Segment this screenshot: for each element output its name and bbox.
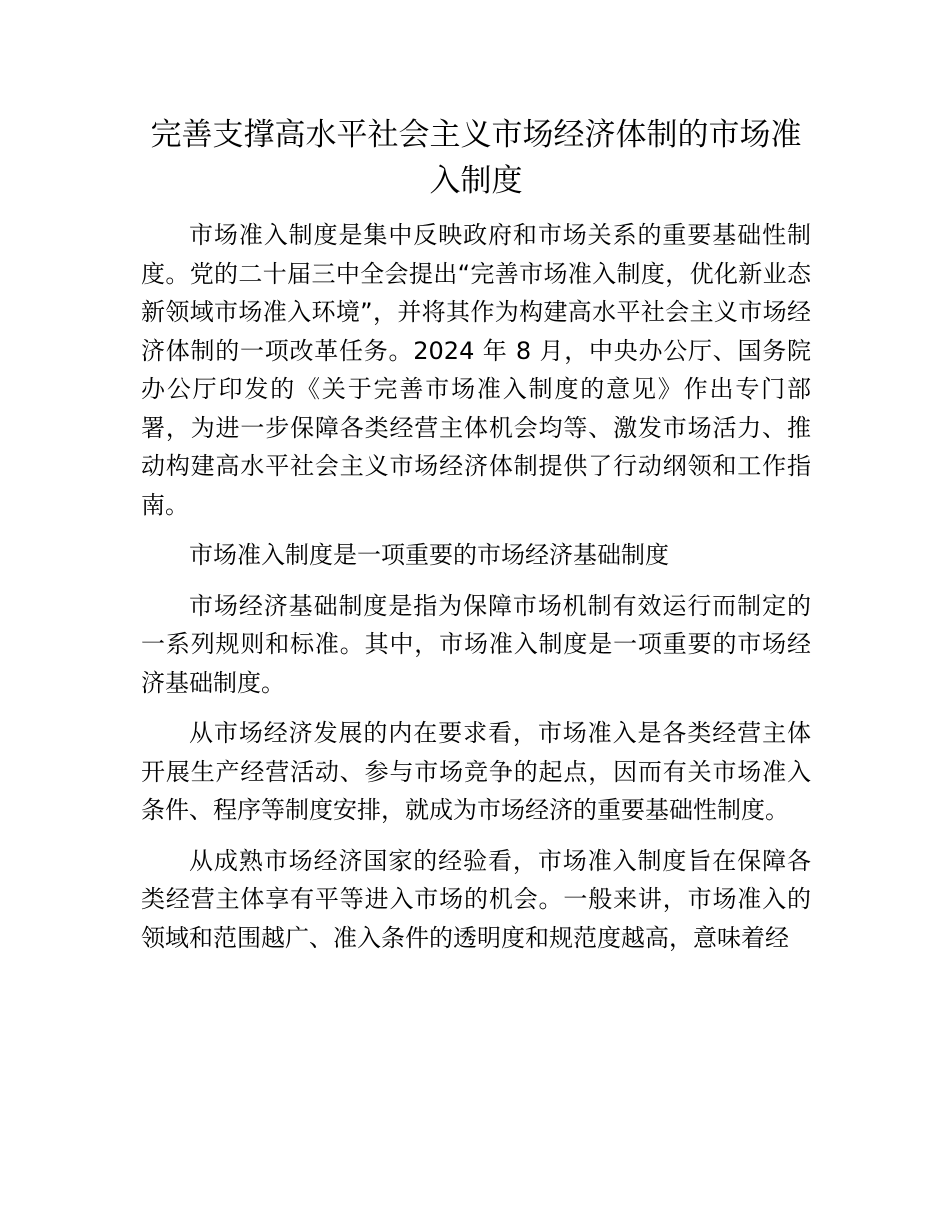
paragraph-intro: 市场准入制度是集中反映政府和市场关系的重要基础性制度。党的二十届三中全会提出“完善市场准入制度，优化新业态新领域市场准入环境”，并将其作为构建高水平社会主义市场经济体制的一项改革任务。2024 年 8 月，中央办公厅、国务院办公厅印发的《关于完善市场准入制度的意见》作出专门部署，为进一步保障各类经营主体机会均等、激发市场活力、推动构建高水平社会主义市场经济体制提供了行动纲领和工作指南。 [141, 221, 811, 519]
paragraph-internal-requirement: 从市场经济发展的内在要求看，市场准入是各类经营主体开展生产经营活动、参与市场竞争的起点，因而有关市场准入条件、程序等制度安排，就成为市场经济的重要基础性制度。 [141, 719, 811, 824]
paragraph-mature-economies: 从成熟市场经济国家的经验看，市场准入制度旨在保障各类经营主体享有平等进入市场的机会。一般来讲，市场准入的领域和范围越广、准入条件的透明度和规范度越高，意味着经 [141, 846, 811, 952]
document-content [141, 112, 811, 969]
document-title: 完善支撑高水平社会主义市场经济体制的市场准入制度 [150, 117, 802, 199]
document-body [141, 216, 811, 957]
section-heading: 市场准入制度是一项重要的市场经济基础制度 [189, 541, 669, 569]
paragraph-definition: 市场经济基础制度是指为保障市场机制有效运行而制定的一系列规则和标准。其中，市场准入制度是一项重要的市场经济基础制度。 [141, 591, 811, 697]
